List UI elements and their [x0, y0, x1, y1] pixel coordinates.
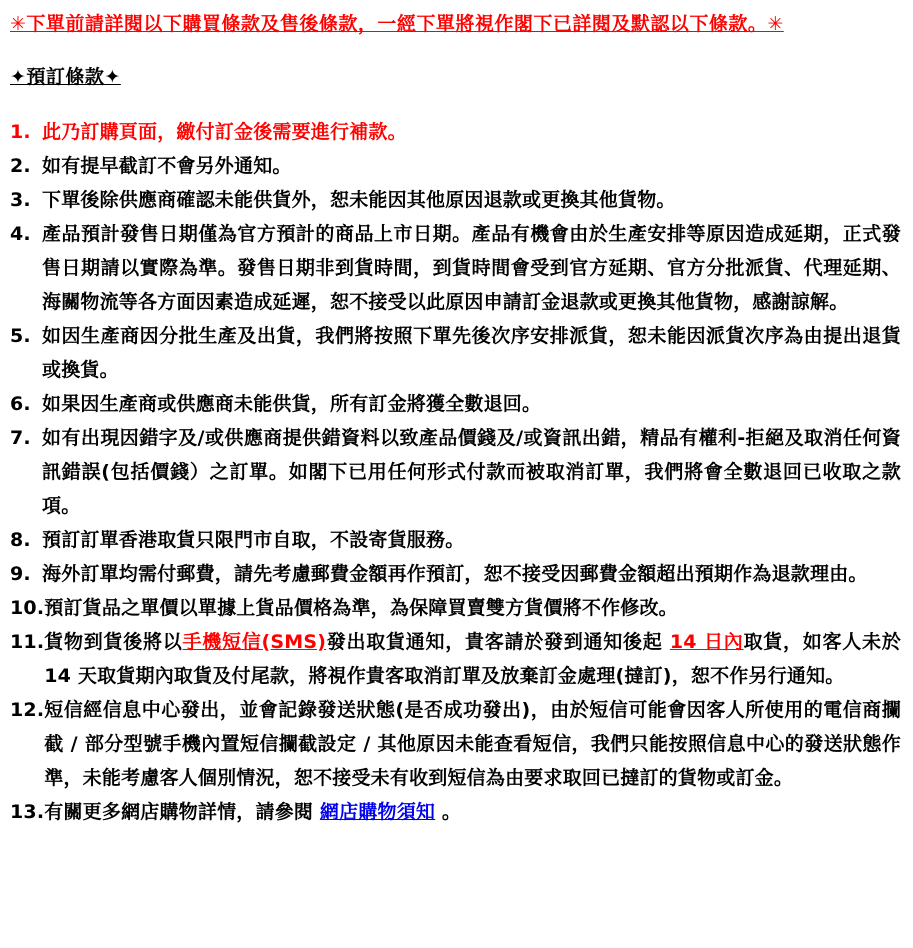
term-item — [8, 625, 901, 693]
term-text — [44, 693, 901, 795]
term-text — [42, 523, 901, 557]
term-text — [42, 149, 901, 183]
term-text — [42, 387, 901, 421]
term-number: 11. — [10, 630, 45, 653]
term-text — [42, 217, 901, 319]
highlighted-text: 14 日內 — [669, 630, 744, 653]
term-number: 9. — [10, 562, 31, 585]
term-number: 6. — [10, 392, 31, 415]
term-number: 3. — [10, 188, 31, 211]
term-item — [8, 557, 901, 591]
term-item — [8, 319, 901, 387]
plain-text: 。 — [435, 800, 462, 823]
plain-text: 產品預計發售日期僅為官方預計的商品上市日期。產品有機會由於生產安排等原因造成延期，正式發售日期請以實際為準。發售日期非到貨時間，到貨時間會受到官方延期、官方分批派貨、代理延期、海關物流等各方面因素造成延遲，恕不接受以此原因申請訂金退款或更換其他貨物，感謝諒解。 — [42, 222, 901, 313]
term-text — [44, 591, 901, 625]
highlighted-text: 手機短信(SMS) — [182, 630, 327, 653]
term-item — [8, 149, 901, 183]
term-item — [8, 183, 901, 217]
term-number: 5. — [10, 324, 31, 347]
term-number: 13. — [10, 800, 45, 823]
term-text — [42, 319, 901, 387]
term-number: 2. — [10, 154, 31, 177]
plain-text: 有關更多網店購物詳情，請參閱 — [44, 800, 320, 823]
term-text — [42, 557, 901, 591]
plain-text: 預訂訂單香港取貨只限門市自取，不設寄貨服務。 — [42, 528, 465, 551]
term-number: 7. — [10, 426, 31, 449]
plain-text: 如有出現因錯字及/或供應商提供錯資料以致產品價錢及/或資訊出錯，精品有權利-拒絕及取消任何資訊錯誤(包括價錢）之訂單。如閣下已用任何形式付款而被取消訂單，我們將會全數退回已收取之款項。 — [42, 426, 901, 517]
term-item — [8, 523, 901, 557]
plain-text: 海外訂單均需付郵費，請先考慮郵費金額再作預訂，恕不接受因郵費金額超出預期作為退款理由。 — [42, 562, 868, 585]
term-item — [8, 387, 901, 421]
term-text — [42, 183, 901, 217]
term-number: 1. — [10, 120, 31, 143]
section-heading-preorder-terms: ✦預訂條款✦ — [10, 65, 121, 88]
plain-text: 如有提早截訂不會另外通知。 — [42, 154, 292, 177]
term-text — [44, 625, 901, 693]
term-number: 10. — [10, 596, 45, 619]
plain-text: 短信經信息中心發出，並會記錄發送狀態(是否成功發出)，由於短信可能會因客人所使用的電信商攔截 / 部分型號手機內置短信攔截設定 / 其他原因未能查看短信，我們只能按照信息中心的發送狀態作準，未能考慮客人個別情況，恕不接受未有收到短信為由要求取回已撻訂的貨物或訂金。 — [44, 698, 901, 789]
term-item — [8, 217, 901, 319]
term-text — [42, 115, 901, 149]
terms-list — [8, 115, 901, 829]
plain-text: 貨物到貨後將以 — [44, 630, 183, 653]
term-number: 12. — [10, 698, 45, 721]
term-text — [44, 795, 901, 829]
term-text — [42, 421, 901, 523]
plain-text: 預訂貨品之單價以單據上貨品價格為準，為保障買賣雙方貨價將不作修改。 — [44, 596, 678, 619]
document-title: ✳下單前請詳閱以下購買條款及售後條款，一經下單將視作閣下已詳閱及默認以下條款。✳ — [10, 13, 784, 35]
term-item — [8, 421, 901, 523]
plain-text: 下單後除供應商確認未能供貨外，恕未能因其他原因退款或更換其他貨物。 — [42, 188, 676, 211]
term-item — [8, 795, 901, 829]
term-number: 4. — [10, 222, 31, 245]
term-number: 8. — [10, 528, 31, 551]
term-item — [8, 693, 901, 795]
term-item — [8, 591, 901, 625]
shop-guide-link[interactable]: 網店購物須知 — [319, 800, 436, 823]
plain-text: 發出取貨通知，貴客請於發到通知後起 — [326, 630, 670, 653]
term-item — [8, 115, 901, 149]
plain-text: 此乃訂購頁面，繳付訂金後需要進行補款。 — [42, 120, 407, 143]
plain-text: 如果因生產商或供應商未能供貨，所有訂金將獲全數退回。 — [42, 392, 542, 415]
plain-text: 取貨，如客人未於 14 天取貨期內取貨及付尾款，將視作貴客取消訂單及放棄訂金處理(撻訂)，恕不作另行通知。 — [44, 630, 902, 687]
plain-text: 如因生產商因分批生產及出貨，我們將按照下單先後次序安排派貨，恕未能因派貨次序為由提出退貨或換貨。 — [42, 324, 901, 381]
